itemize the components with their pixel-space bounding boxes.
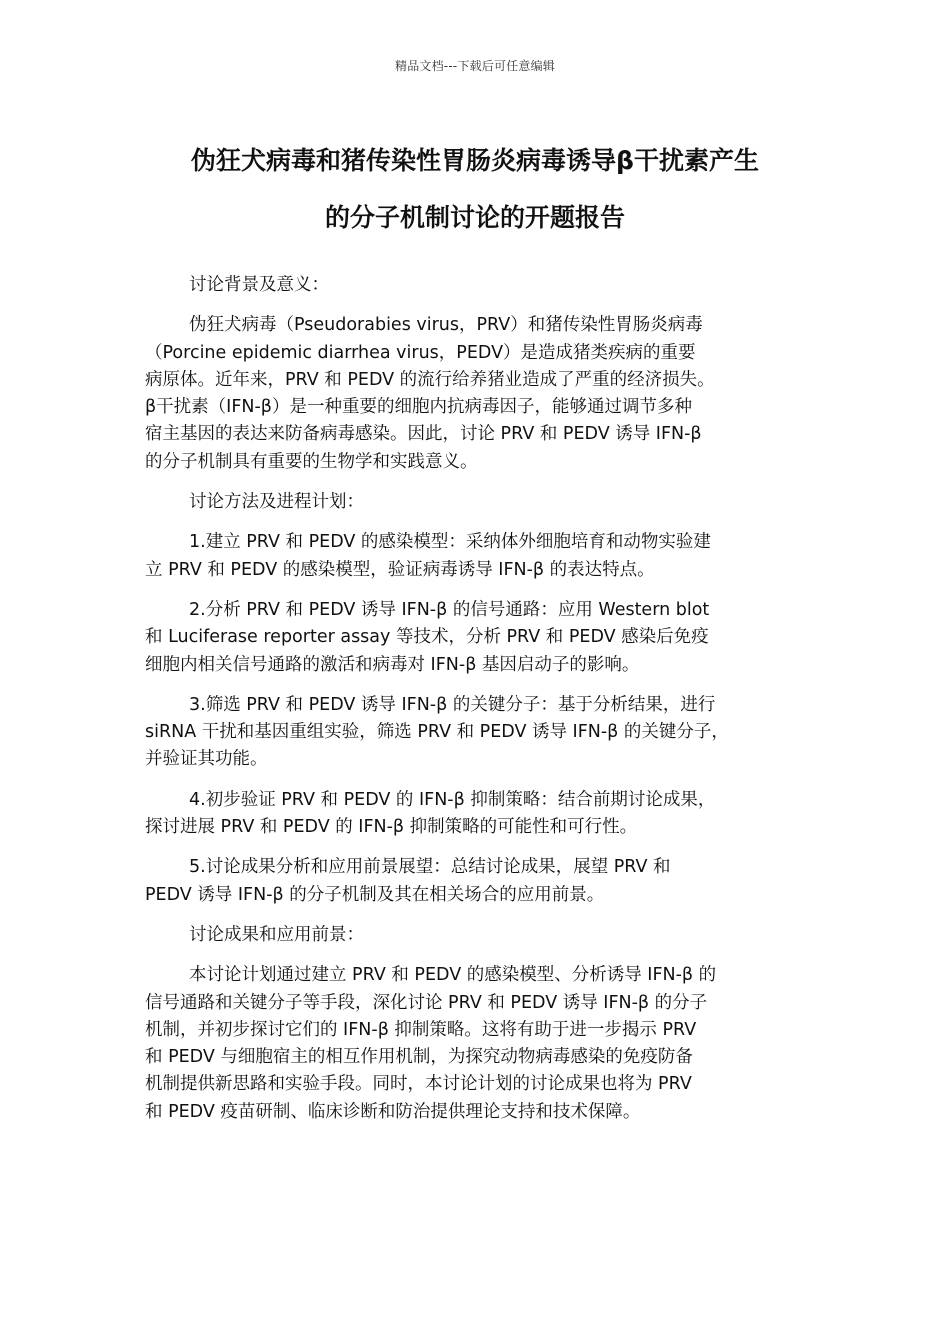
- header-note: 精品文档---下载后可任意编辑: [395, 59, 555, 73]
- method-item-5: [145, 854, 810, 909]
- text-line: 伪狂犬病毒（Pseudorabies virus，PRV）和猪传染性胃肠炎病毒: [189, 315, 703, 336]
- text-line: 宿主基因的表达来防备病毒感染。因此，讨论 PRV 和 PEDV 诱导 IFN-β: [145, 424, 702, 445]
- method-item-4: [145, 787, 810, 842]
- text-line: PEDV 诱导 IFN-β 的分子机制及其在相关场合的应用前景。: [145, 884, 605, 905]
- text-line: β干扰素（IFN-β）是一种重要的细胞内抗病毒因子，能够通过调节多种: [145, 397, 692, 418]
- text-line: 细胞内相关信号通路的激活和病毒对 IFN-β 基因启动子的影响。: [145, 654, 640, 675]
- section-heading-methods: [145, 489, 810, 516]
- text-line: 的分子机制具有重要的生物学和实践意义。: [145, 451, 478, 472]
- text-line: 4.初步验证 PRV 和 PEDV 的 IFN-β 抑制策略：结合前期讨论成果，: [189, 789, 716, 810]
- method-item-2: [145, 597, 810, 679]
- text-line: 信号通路和关键分子等手段，深化讨论 PRV 和 PEDV 诱导 IFN-β 的分子: [145, 992, 708, 1013]
- text-line: 2.分析 PRV 和 PEDV 诱导 IFN-β 的信号通路：应用 Western blot: [189, 599, 710, 620]
- section-heading-background: [145, 272, 810, 299]
- text-line: 3.筛选 PRV 和 PEDV 诱导 IFN-β 的关键分子：基于分析结果，进行: [189, 694, 716, 715]
- text-line: （Porcine epidemic diarrhea virus，PEDV）是造成猪类疾病的重要: [145, 342, 696, 363]
- paragraph-background: [145, 312, 810, 476]
- text-line: 讨论成果和应用前景：: [189, 924, 364, 945]
- text-line: 立 PRV 和 PEDV 的感染模型，验证病毒诱导 IFN-β 的表达特点。: [145, 559, 655, 580]
- title-line-2: 的分子机制讨论的开题报告: [324, 203, 625, 232]
- paragraph-outcomes: [145, 962, 810, 1126]
- text-line: 和 Luciferase reporter assay 等技术，分析 PRV 和 PEDV 感染后免疫: [145, 627, 709, 648]
- document-body: [145, 272, 810, 1139]
- text-line: 讨论方法及进程计划：: [189, 492, 364, 513]
- text-line: 1.建立 PRV 和 PEDV 的感染模型：采纳体外细胞培育和动物实验建: [189, 532, 711, 553]
- text-line: 探讨进展 PRV 和 PEDV 的 IFN-β 抑制策略的可能性和可行性。: [145, 817, 638, 838]
- text-line: siRNA 干扰和基因重组实验，筛选 PRV 和 PEDV 诱导 IFN-β 的关键分子，: [145, 722, 729, 743]
- text-line: 和 PEDV 与细胞宿主的相互作用机制，为探究动物病毒感染的免疫防备: [145, 1047, 693, 1068]
- text-line: 病原体。近年来，PRV 和 PEDV 的流行给养猪业造成了严重的经济损失。: [145, 369, 715, 390]
- text-line: 机制，并初步探讨它们的 IFN-β 抑制策略。这将有助于进一步揭示 PRV: [145, 1019, 697, 1040]
- document-title: [140, 132, 810, 246]
- text-line: 机制提供新思路和实验手段。同时，本讨论计划的讨论成果也将为 PRV: [145, 1074, 692, 1095]
- text-line: 讨论背景及意义：: [189, 275, 329, 295]
- text-line: 本讨论计划通过建立 PRV 和 PEDV 的感染模型、分析诱导 IFN-β 的: [189, 965, 717, 986]
- method-item-3: [145, 692, 810, 774]
- text-line: 5.讨论成果分析和应用前景展望：总结讨论成果，展望 PRV 和: [189, 857, 671, 878]
- title-line-1: 伪狂犬病毒和猪传染性胃肠炎病毒诱导β干扰素产生: [191, 146, 759, 175]
- text-line: 和 PEDV 疫苗研制、临床诊断和防治提供理论支持和技术保障。: [145, 1101, 641, 1122]
- text-line: 并验证其功能。: [145, 749, 268, 770]
- section-heading-outcomes: [145, 922, 810, 949]
- method-item-1: [145, 529, 810, 584]
